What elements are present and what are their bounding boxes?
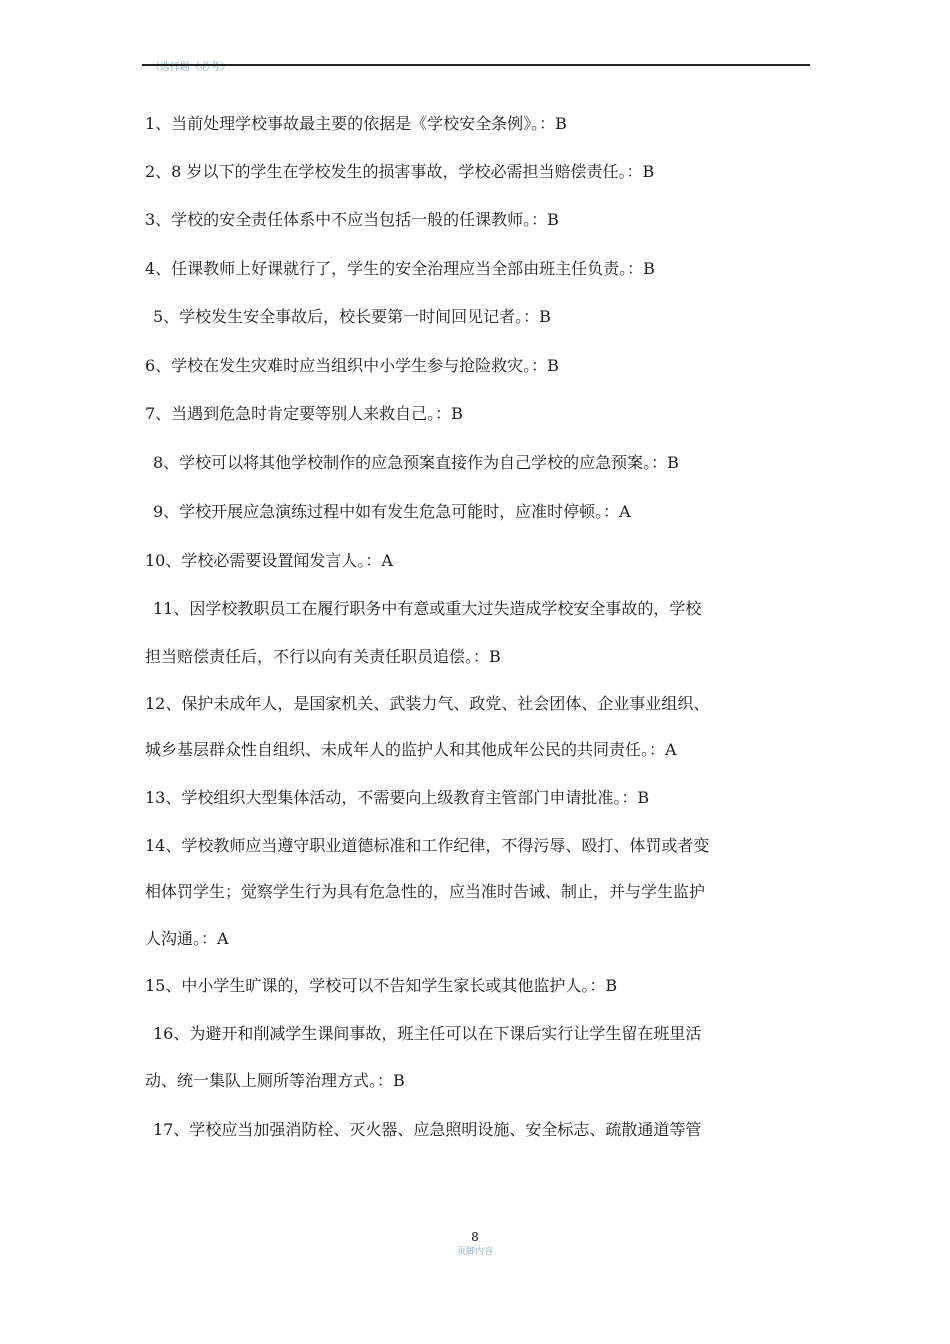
footer-text: 页脚内容 bbox=[456, 1247, 493, 1257]
question-line-11-cont: 担当赔偿责任后，不行以向有关责任职员追偿。：B bbox=[145, 647, 501, 666]
question-line-15: 15、中小学生旷课的，学校可以不告知学生家长或其他监护人。：B bbox=[145, 976, 618, 995]
header-text: （选择题《必考》 bbox=[150, 62, 230, 73]
question-line-3: 3、学校的安全责任体系中不应当包括一般的任课教师。：B bbox=[145, 210, 559, 229]
question-line-13: 13、学校组织大型集体活动，不需要向上级教育主管部门申请批准。：B bbox=[145, 788, 650, 807]
question-line-10: 10、学校必需要设置闻发言人。：A bbox=[145, 551, 393, 570]
question-line-9: 9、学校开展应急演练过程中如有发生危急可能时，应准时停顿。：A bbox=[153, 502, 631, 521]
question-line-2: 2、8 岁以下的学生在学校发生的损害事故，学校必需担当赔偿责任。：B bbox=[145, 162, 655, 181]
question-line-14-end: 人沟通。：A bbox=[145, 929, 229, 948]
question-line-17: 17、学校应当加强消防栓、灭火器、应急照明设施、安全标志、疏散通道等管 bbox=[153, 1120, 702, 1139]
header-rule bbox=[142, 64, 810, 66]
question-line-16: 16、为避开和削减学生课间事故，班主任可以在下课后实行让学生留在班里活 bbox=[153, 1024, 702, 1043]
question-line-4: 4、任课教师上好课就行了，学生的安全治理应当全部由班主任负责。：B bbox=[145, 259, 655, 278]
question-line-14-cont: 相体罚学生；觉察学生行为具有危急性的，应当准时告诫、制止，并与学生监护 bbox=[145, 882, 706, 901]
question-line-6: 6、学校在发生灾难时应当组织中小学生参与抢险救灾。：B bbox=[145, 356, 559, 375]
question-line-8: 8、学校可以将其他学校制作的应急预案直接作为自己学校的应急预案。：B bbox=[153, 453, 679, 472]
question-line-1: 1、当前处理学校事故最主要的依据是《学校安全条例》。：B bbox=[145, 114, 567, 133]
question-line-5: 5、学校发生安全事故后，校长要第一时间回见记者。：B bbox=[153, 307, 551, 326]
question-line-14: 14、学校教师应当遵守职业道德标准和工作纪律，不得污辱、殴打、体罚或者变 bbox=[145, 836, 710, 855]
question-line-12-cont: 城乡基层群众性自组织、未成年人的监护人和其他成年公民的共同责任。：A bbox=[145, 740, 677, 759]
question-line-7: 7、当遇到危急时肯定要等别人来救自己。：B bbox=[145, 404, 463, 423]
question-line-12: 12、保护未成年人，是国家机关、武装力气、政党、社会团体、企业事业组织、 bbox=[145, 694, 710, 713]
page-number: 8 bbox=[471, 1230, 479, 1244]
question-line-16-cont: 动、统一集队上厕所等治理方式。：B bbox=[145, 1071, 405, 1090]
question-line-11: 11、因学校教职员工在履行职务中有意或重大过失造成学校安全事故的，学校 bbox=[153, 599, 702, 618]
